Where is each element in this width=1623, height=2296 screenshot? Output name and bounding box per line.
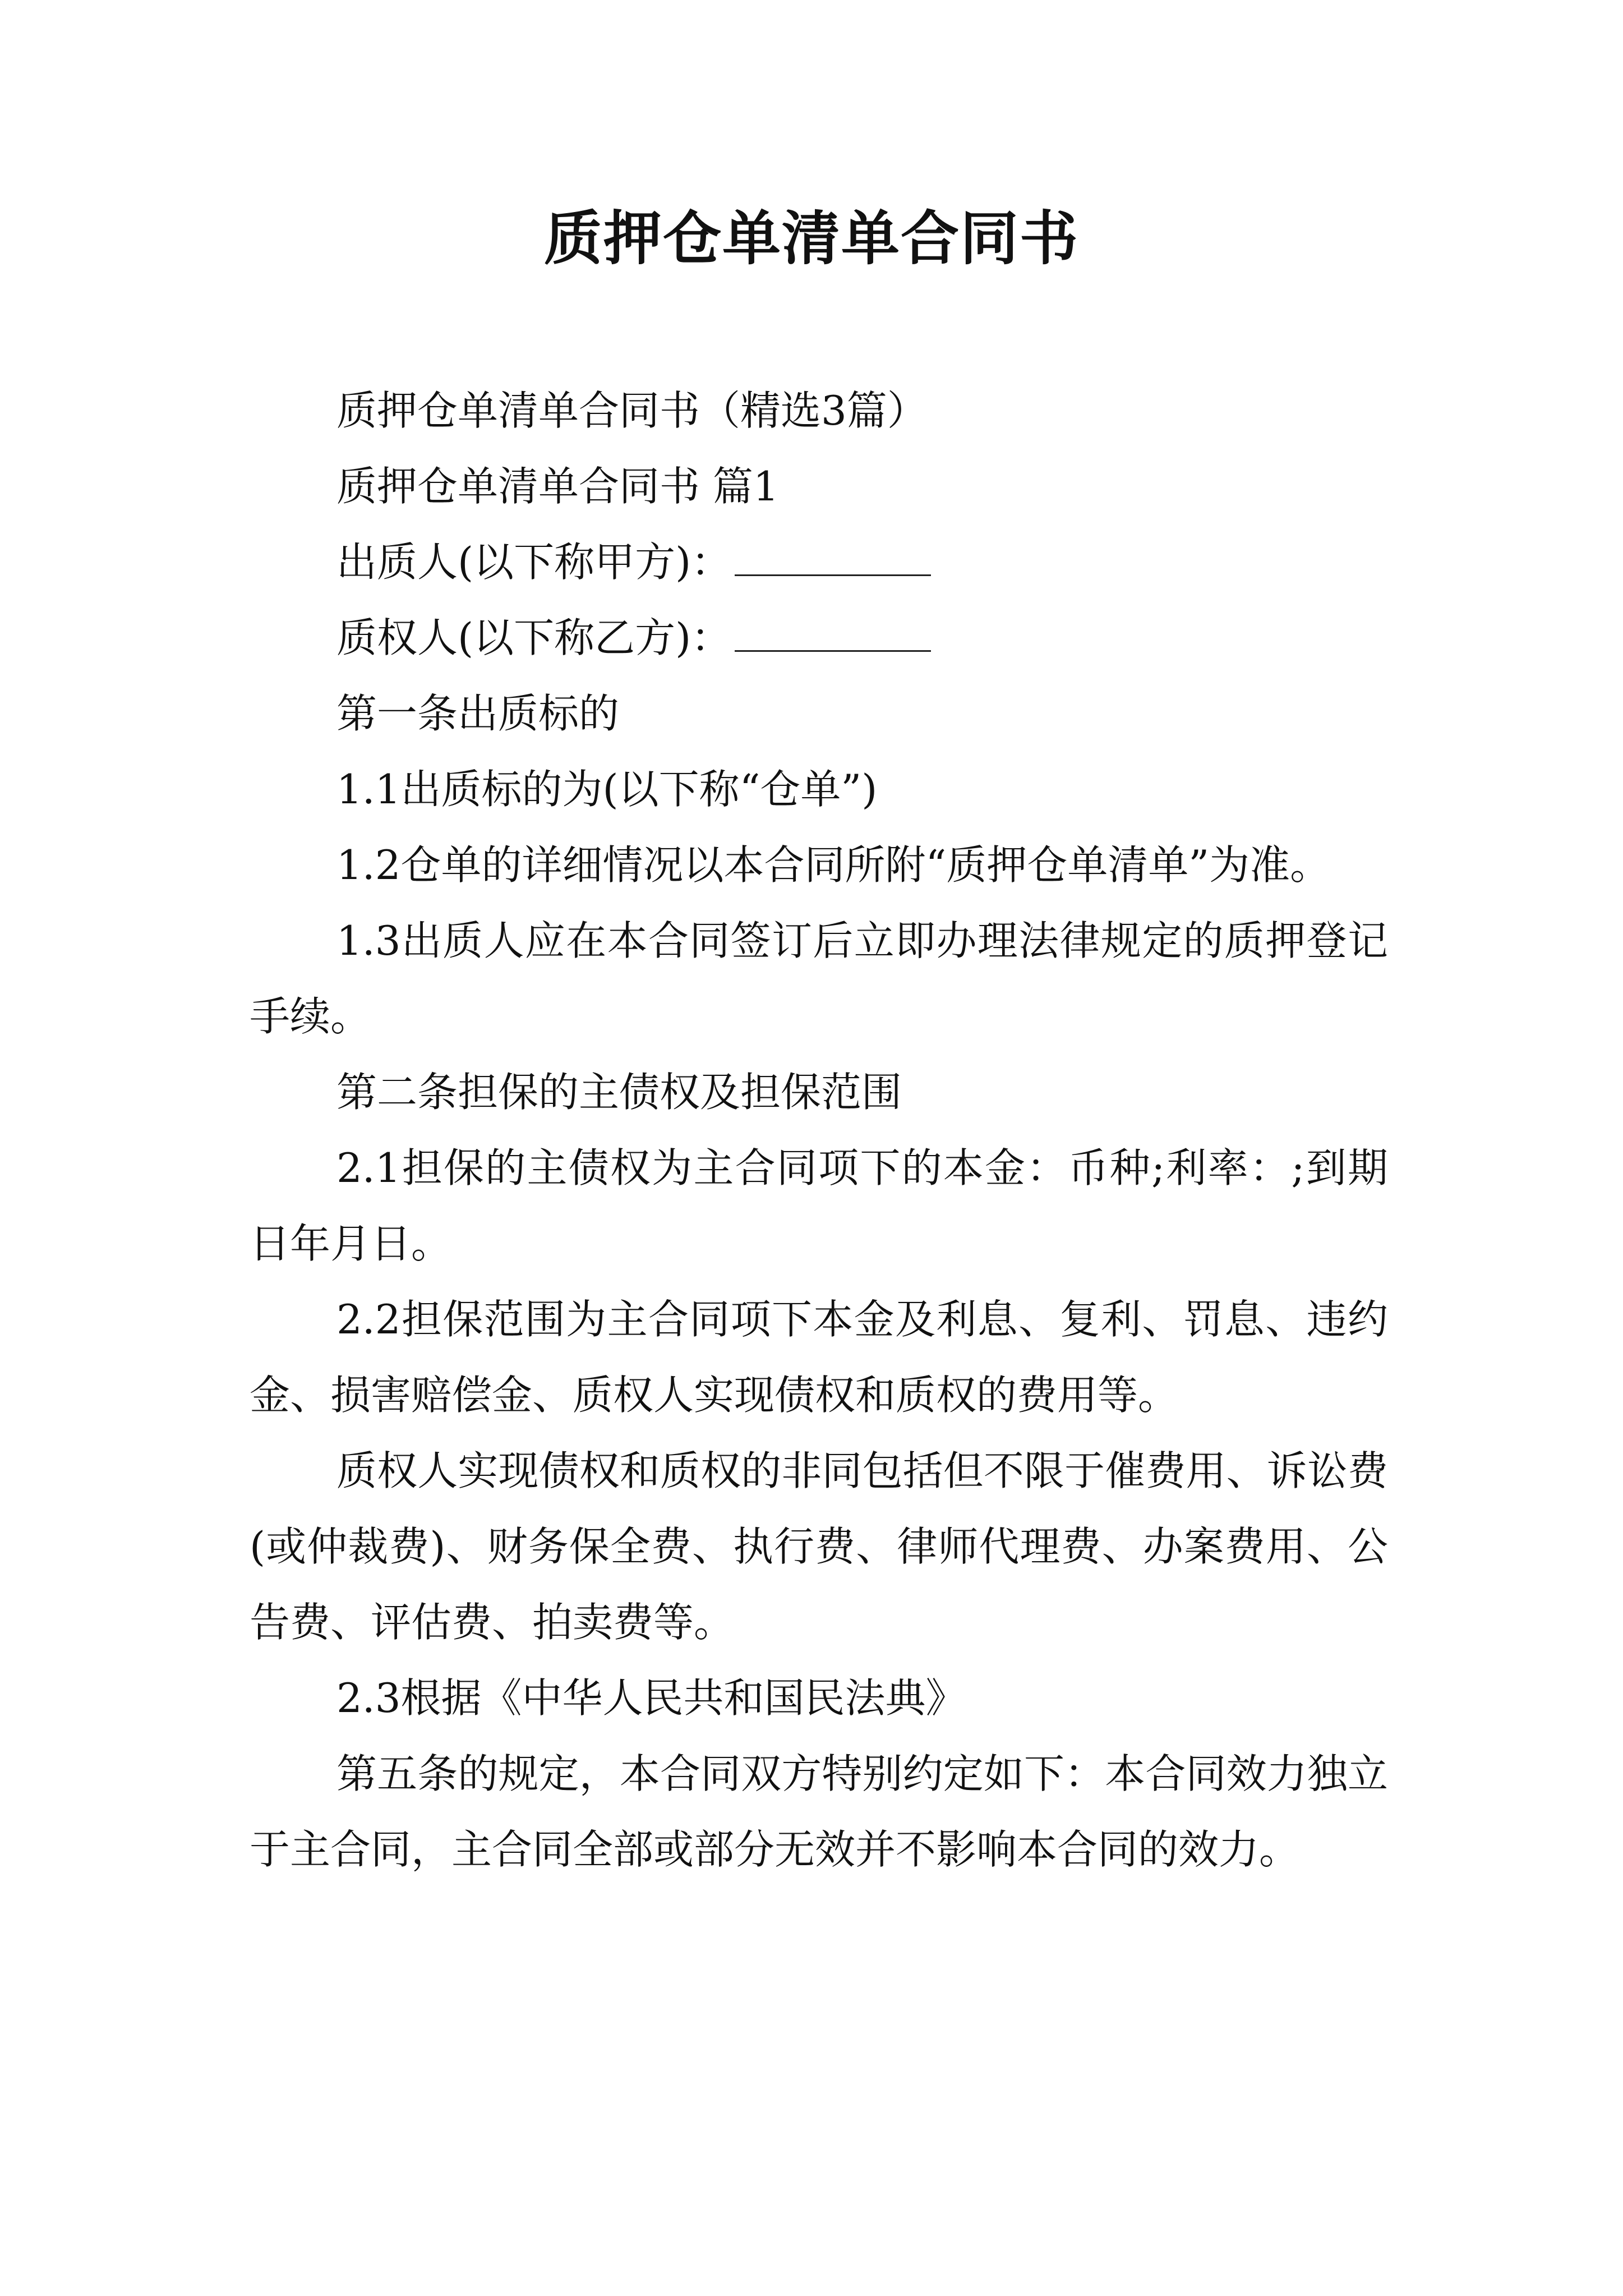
pledgor-blank: [735, 534, 931, 576]
article-2-heading: 第二条担保的主债权及担保范围: [336, 1069, 902, 1116]
clause-2-2: 2.2担保范围为主合同项下本金及利息、复利、罚息、违约金、损害赔偿金、质权人实现债权和质权的费用等。: [250, 1296, 1388, 1419]
paragraph-subtitle: 质押仓单清单合同书（精选3篇）: [336, 387, 928, 434]
pledgor-label: 出质人(以下称甲方)：: [336, 539, 732, 586]
pledgee-blank: [735, 610, 931, 652]
clause-1-2: 1.2仓单的详细情况以本合同所附“质押仓单清单”为准。: [336, 841, 1331, 889]
clause-2-1: 2.1担保的主债权为主合同项下的本金：币种;利率：;到期日年月日。: [250, 1144, 1388, 1267]
clause-2-3: 2.3根据《中华人民共和国民法典》: [336, 1674, 966, 1722]
clause-2-2-expenses: 质权人实现债权和质权的非同包括但不限于催费用、诉讼费(或仲裁费)、财务保全费、执行费、律师代理费、办案费用、公告费、评估费、拍卖费等。: [250, 1447, 1388, 1646]
clause-1-1: 1.1出质标的为(以下称“仓单”): [336, 766, 878, 813]
clause-1-3: 1.3出质人应在本合同签订后立即办理法律规定的质押登记手续。: [250, 917, 1388, 1040]
article-1-heading: 第一条出质标的: [336, 690, 620, 737]
clause-2-3-continued: 第五条的规定，本合同双方特别约定如下：本合同效力独立于主合同，主合同全部或部分无效并不影响本合同的效力。: [250, 1750, 1388, 1873]
document-body: [250, 373, 1388, 1888]
paragraph-part-heading: 质押仓单清单合同书 篇1: [336, 463, 779, 510]
document-title: 质押仓单清单合同书: [543, 204, 1079, 273]
pledgee-line: [250, 600, 1388, 676]
pledgee-label: 质权人(以下称乙方)：: [336, 614, 732, 661]
pledgor-line: [250, 524, 1388, 600]
